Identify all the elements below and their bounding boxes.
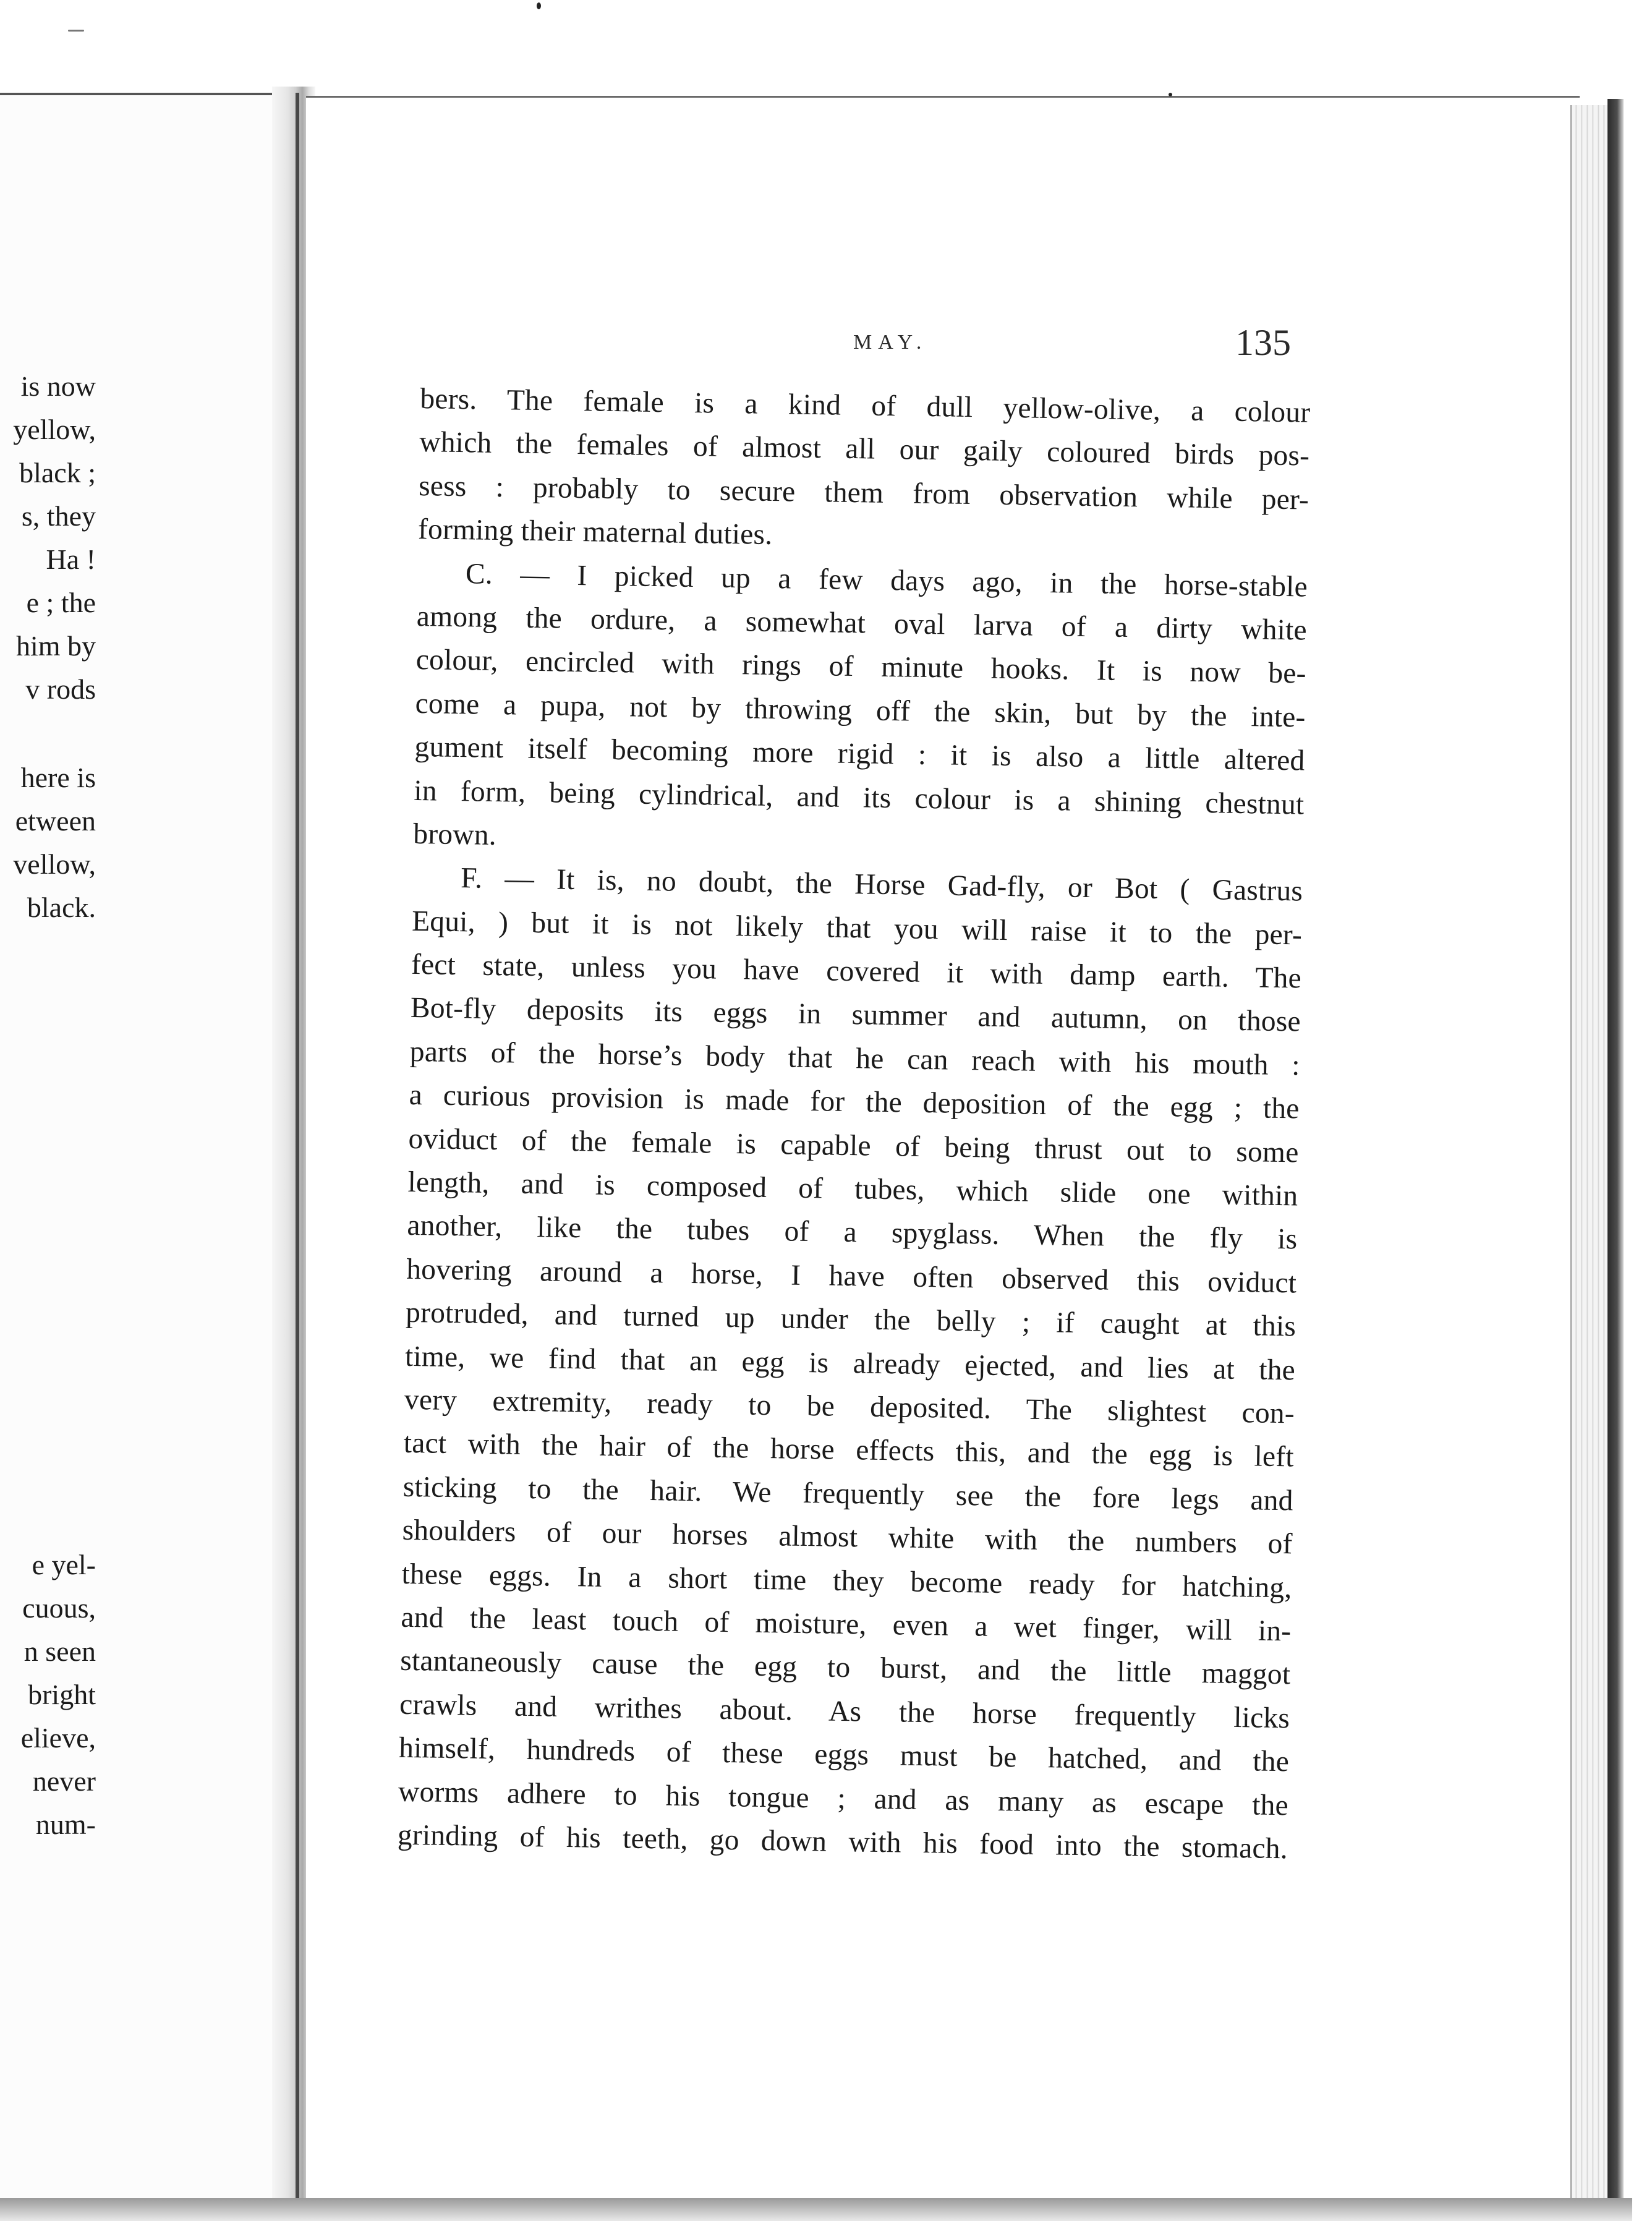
text-line: and the least touch of moisture, even a wet finger, will in- — [401, 1601, 1292, 1648]
left-fragment: etween — [15, 805, 96, 837]
text-line: worms adhere to his tongue ; and as many as escape the — [398, 1775, 1289, 1822]
bottom-page-edge — [0, 2198, 1632, 2221]
text-line: tact with the hair of the horse effects this, and the egg is left — [403, 1427, 1295, 1473]
scan-speck — [537, 2, 541, 9]
left-fragment: black. — [27, 892, 96, 923]
text-line: forming their maternal duties. — [417, 513, 773, 552]
page-number: 135 — [1235, 322, 1291, 363]
text-line: among the ordure, a somewhat oval larva of a dirty white — [416, 600, 1308, 647]
text-line: fect state, unless you have covered it with damp earth. The — [411, 948, 1302, 995]
text-line: sticking to the hair. We frequently see the fore legs and — [402, 1470, 1294, 1517]
text-line: Bot-fly deposits its eggs in summer and autumn, on those — [410, 992, 1301, 1038]
left-fragment: yellow, — [13, 414, 96, 445]
left-page — [0, 93, 291, 2198]
text-line: himself, hundreds of these eggs must be hatched, and the — [398, 1731, 1290, 1778]
left-fragment: cuous, — [22, 1592, 96, 1624]
text-line: Equi, ) but it is not likely that you will raise it to the per- — [411, 905, 1303, 952]
cover-edge — [1607, 99, 1624, 2214]
text-line: crawls and writhes about. As the horse frequently licks — [399, 1688, 1290, 1735]
left-fragment: him by — [15, 630, 96, 662]
page-fore-edge — [1570, 105, 1610, 2201]
left-fragment: n seen — [23, 1635, 96, 1667]
left-fragment: v rods — [25, 673, 96, 705]
left-fragment: e yel- — [32, 1549, 96, 1580]
body-text — [397, 377, 1310, 1871]
text-line: shoulders of our horses almost white with the numbers of — [402, 1514, 1293, 1561]
scan-speck — [1169, 93, 1172, 96]
text-line: which the females of almost all our gaily coloured birds pos- — [419, 426, 1310, 472]
left-fragment: e ; the — [26, 587, 96, 618]
text-line: oviduct of the female is capable of being thrust out to some — [408, 1122, 1299, 1169]
running-head: MAY. — [853, 331, 928, 354]
text-line: grinding of his teeth, go down with his food into the stomach. — [397, 1818, 1288, 1865]
text-line: in form, being cylindrical, and its colour is a shining chestnut — [414, 774, 1305, 821]
text-line: another, like the tubes of a spyglass. When the fly is — [407, 1209, 1298, 1256]
text-line: F. — It is, no doubt, the Horse Gad-fly, or Bot ( Gastrus — [460, 862, 1303, 908]
text-line: stantaneously cause the egg to burst, and the little maggot — [399, 1645, 1291, 1691]
text-line: time, we find that an egg is already ejected, and lies at the — [404, 1340, 1296, 1387]
text-line: these eggs. In a short time they become ready for hatching, — [401, 1558, 1292, 1604]
text-line: a curious provision is made for the deposition of the egg ; the — [409, 1079, 1300, 1125]
gutter-shadow-line — [296, 93, 299, 2207]
left-fragment: elieve, — [20, 1722, 96, 1754]
text-line: gument itself becoming more rigid : it is also a little altered — [414, 731, 1305, 777]
left-fragment: black ; — [19, 457, 96, 488]
text-line: hovering around a horse, I have often observed this oviduct — [406, 1253, 1297, 1300]
text-line: protruded, and turned up under the belly ; if caught at this — [405, 1297, 1296, 1343]
text-line: C. — I picked up a few days ago, in the horse-stable — [465, 557, 1308, 603]
left-fragment: is now — [20, 370, 96, 402]
text-line: sess : probably to secure them from observation while per- — [418, 469, 1309, 516]
left-fragment: s, they — [21, 500, 96, 532]
text-line: length, and is composed of tubes, which slide one within — [407, 1166, 1298, 1213]
left-fragment: vellow, — [13, 848, 96, 880]
left-fragment: num- — [35, 1809, 96, 1840]
left-fragment: Ha ! — [46, 544, 96, 575]
text-line: come a pupa, not by throwing off the skin, but by the inte- — [415, 687, 1306, 734]
text-line: brown. — [412, 817, 497, 851]
left-fragment: here is — [20, 762, 96, 793]
left-fragment: bright — [28, 1679, 96, 1710]
text-line: parts of the horse’s body that he can reach with his mouth : — [409, 1035, 1301, 1082]
text-line: colour, encircled with rings of minute hooks. It is now be- — [415, 644, 1307, 690]
text-line: very extremity, ready to be deposited. The slightest con- — [404, 1383, 1295, 1430]
text-line: bers. The female is a kind of dull yellow-olive, a colour — [420, 382, 1311, 429]
left-fragment: never — [32, 1765, 96, 1797]
scan-speck — [68, 30, 84, 32]
